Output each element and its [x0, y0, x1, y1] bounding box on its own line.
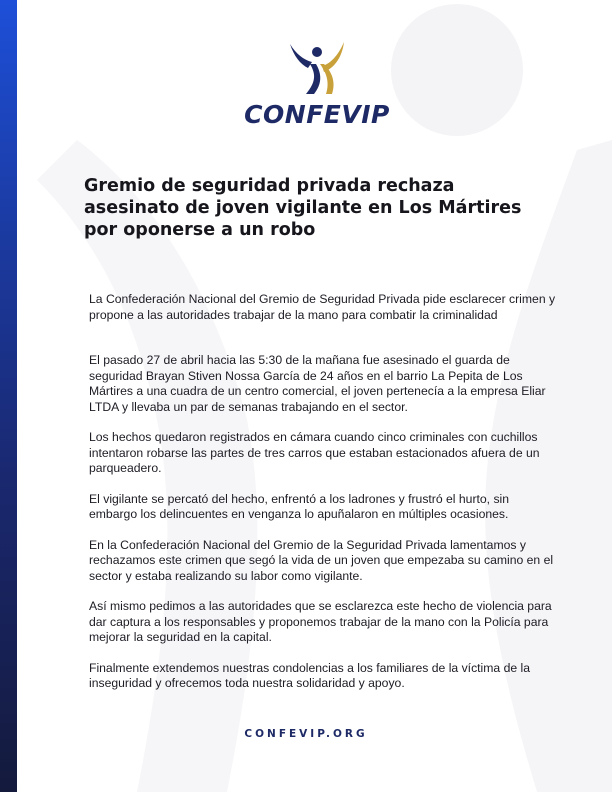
page-title: Gremio de seguridad privada rechaza asesinato de joven vigilante en Los Mártires por oponerse a un robo — [84, 176, 522, 240]
body-paragraph: Finalmente extendemos nuestras condolencias a los familiares de la víctima de la inseguridad y ofrecemos toda nuestra solidaridad y apoyo. — [89, 660, 531, 690]
body-paragraph: Los hechos quedaron registrados en cámara cuando cinco criminales con cuchillos intentaron robarse las partes de tres carros que estaban estacionados afuera de un parqueadero. — [89, 430, 540, 475]
confevip-logo — [232, 38, 402, 138]
article-body — [89, 292, 557, 707]
brand-wordmark: CONFEVIP — [244, 100, 390, 129]
body-paragraph: En la Confederación Nacional del Gremio de la Seguridad Privada lamentamos y rechazamos este crimen que segó la vida de un joven que empezaba su camino en el sector y estaba realizando su labor como vigilante. — [89, 537, 554, 583]
confevip-figure-logo-icon — [286, 38, 348, 96]
side-accent-bar — [0, 0, 17, 792]
lead-paragraph: La Confederación Nacional del Gremio de Seguridad Privada pide esclarecer crimen y propone a las autoridades trabajar de la mano para combatir la criminalidad — [89, 292, 556, 322]
body-paragraph: El vigilante se percató del hecho, enfrentó a los ladrones y frustró el hurto, sin embargo los delincuentes en venganza lo apuñalaron en múltiples ocasiones. — [89, 491, 510, 521]
footer-website-link[interactable]: CONFEVIP.ORG — [244, 728, 368, 740]
body-paragraph: Así mismo pedimos a las autoridades que se esclarezca este hecho de violencia para dar captura a los responsables y proponemos trabajar de la mano con la Policía para mejorar la seguridad en la capital. — [89, 599, 552, 644]
body-paragraph: El pasado 27 de abril hacia las 5:30 de la mañana fue asesinado el guarda de seguridad Brayan Stiven Nossa García de 24 años en el barrio La Pepita de Los Mártires a una cuadra de un centro comercial, el joven pertenecía a la empresa Eliar LTDA y llevaba un par de semanas trabajando en el sector. — [89, 353, 546, 414]
